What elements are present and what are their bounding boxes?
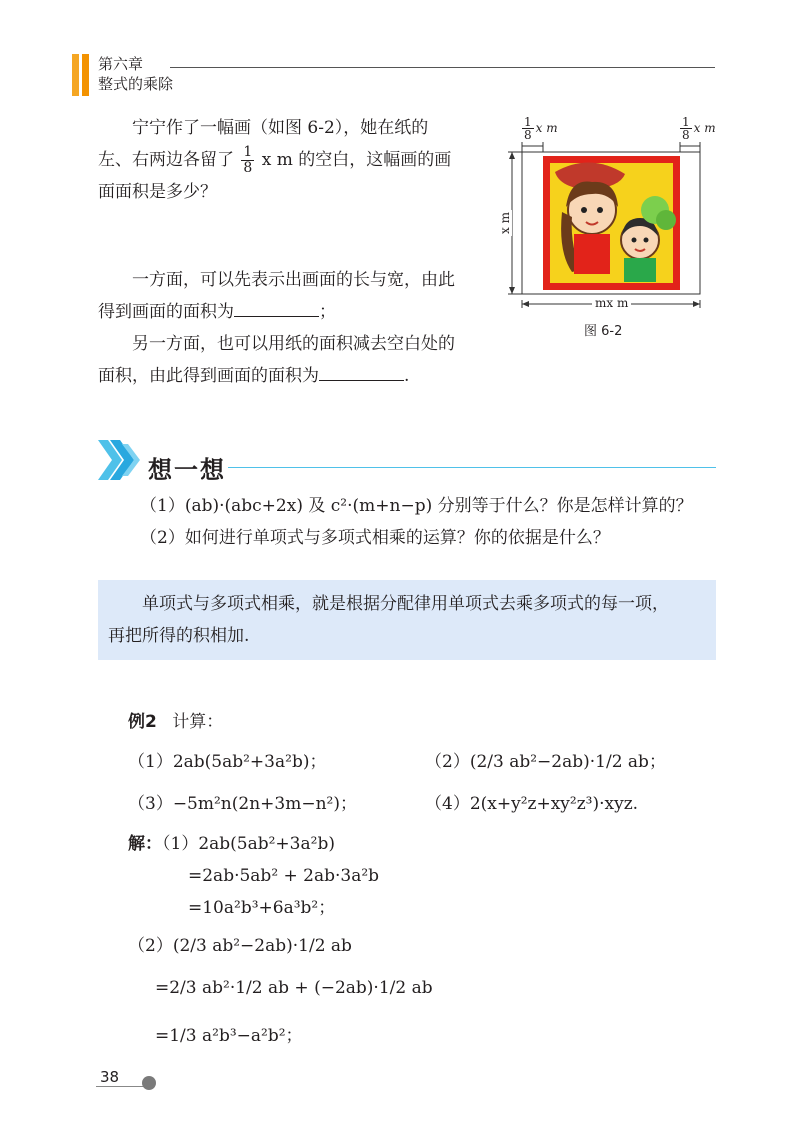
header-accent-bar-2 <box>82 54 89 96</box>
right-margin-label: $\frac{1}{8}$ x m <box>682 115 716 142</box>
section-title: 整式的乘除 <box>98 75 174 93</box>
figure-caption: 图 6-2 <box>584 324 623 339</box>
summary-line-2: 再把所得的积相加. <box>108 626 250 646</box>
answer-blank-1[interactable] <box>234 298 319 317</box>
header-rule <box>170 67 715 68</box>
solution-1-line-3: =10a²b³+6a³b²； <box>188 898 336 918</box>
solution-1-line-2: =2ab·5ab² + 2ab·3a²b <box>188 866 380 886</box>
solution-2-line-3: =1/3 a²b³−a²b²； <box>155 1026 303 1046</box>
solution-label: 解： <box>128 834 162 854</box>
think-question-1: （1）(ab)·(abc+2x) 及 c²·(m+n−p) 分别等于什么？你是怎样计算的？ <box>140 496 693 516</box>
summary-box <box>98 580 716 660</box>
method1-line-2: 得到画面的面积为 ； <box>98 296 488 328</box>
method2-line-2: 面积，由此得到画面的面积为 . <box>98 360 488 392</box>
example-item-1: （1）2ab(5ab²+3a²b)； <box>128 752 327 772</box>
page-number-rule <box>96 1086 148 1087</box>
think-questions <box>140 490 720 554</box>
page-number: 38 <box>100 1068 120 1086</box>
example-task: 计算： <box>172 712 224 732</box>
solution-2-line-2: =2/3 ab²·1/2 ab + (−2ab)·1/2 ab <box>155 978 433 998</box>
solution-2-line-1: （2）(2/3 ab²−2ab)·1/2 ab <box>128 936 352 956</box>
summary-line-1: 单项式与多项式相乘，就是根据分配律用单项式去乘多项式的每一项， <box>142 594 669 614</box>
left-margin-label: $\frac{1}{8}$ x m <box>524 115 558 142</box>
problem-text <box>98 112 488 208</box>
think-rule <box>228 467 716 468</box>
method1-line-1: 一方面，可以先表示出画面的长与宽，由此 <box>132 270 455 290</box>
think-question-2: （2）如何进行单项式与多项式相乘的运算？你的依据是什么？ <box>140 528 610 548</box>
solution-1-line-1: （1）2ab(5ab²+3a²b) <box>162 834 335 854</box>
answer-blank-2[interactable] <box>319 362 404 381</box>
height-label: x m <box>497 212 512 234</box>
header-accent-bar <box>72 54 79 96</box>
chevron-icon <box>98 440 142 485</box>
method2-line-1: 另一方面，也可以用纸的面积减去空白处的 <box>132 334 455 354</box>
width-label: mx m <box>592 296 631 310</box>
problem-line-2: 左、右两边各留了 $\frac{1}{8}$ x m 的空白，这幅画的画 <box>98 144 452 176</box>
method-text <box>98 264 488 392</box>
page-dot-icon <box>142 1076 156 1090</box>
boy-body <box>624 258 656 282</box>
figure-6-2 <box>497 112 725 342</box>
girl-body <box>574 234 610 274</box>
fraction-one-eighth: $\frac{1}{8}$ <box>243 144 253 176</box>
problem-line-1: 宁宁作了一幅画（如图 6-2），她在纸的 <box>132 118 429 138</box>
chapter-heading <box>98 54 173 94</box>
problem-line-3: 面面积是多少？ <box>98 182 217 202</box>
example-item-3: （3）−5m²n(2n+3m−n²)； <box>128 794 357 814</box>
solution-part-1 <box>128 828 335 860</box>
chapter-title: 第六章 <box>98 55 144 73</box>
example-item-2: （2）(2/3 ab²−2ab)·1/2 ab； <box>425 752 666 772</box>
example-heading <box>128 706 223 738</box>
example-label: 例2 <box>128 712 157 732</box>
example-item-4: （4）2(x+y²z+xy²z³)·xyz. <box>425 794 639 814</box>
think-heading: 想一想 <box>148 456 226 484</box>
